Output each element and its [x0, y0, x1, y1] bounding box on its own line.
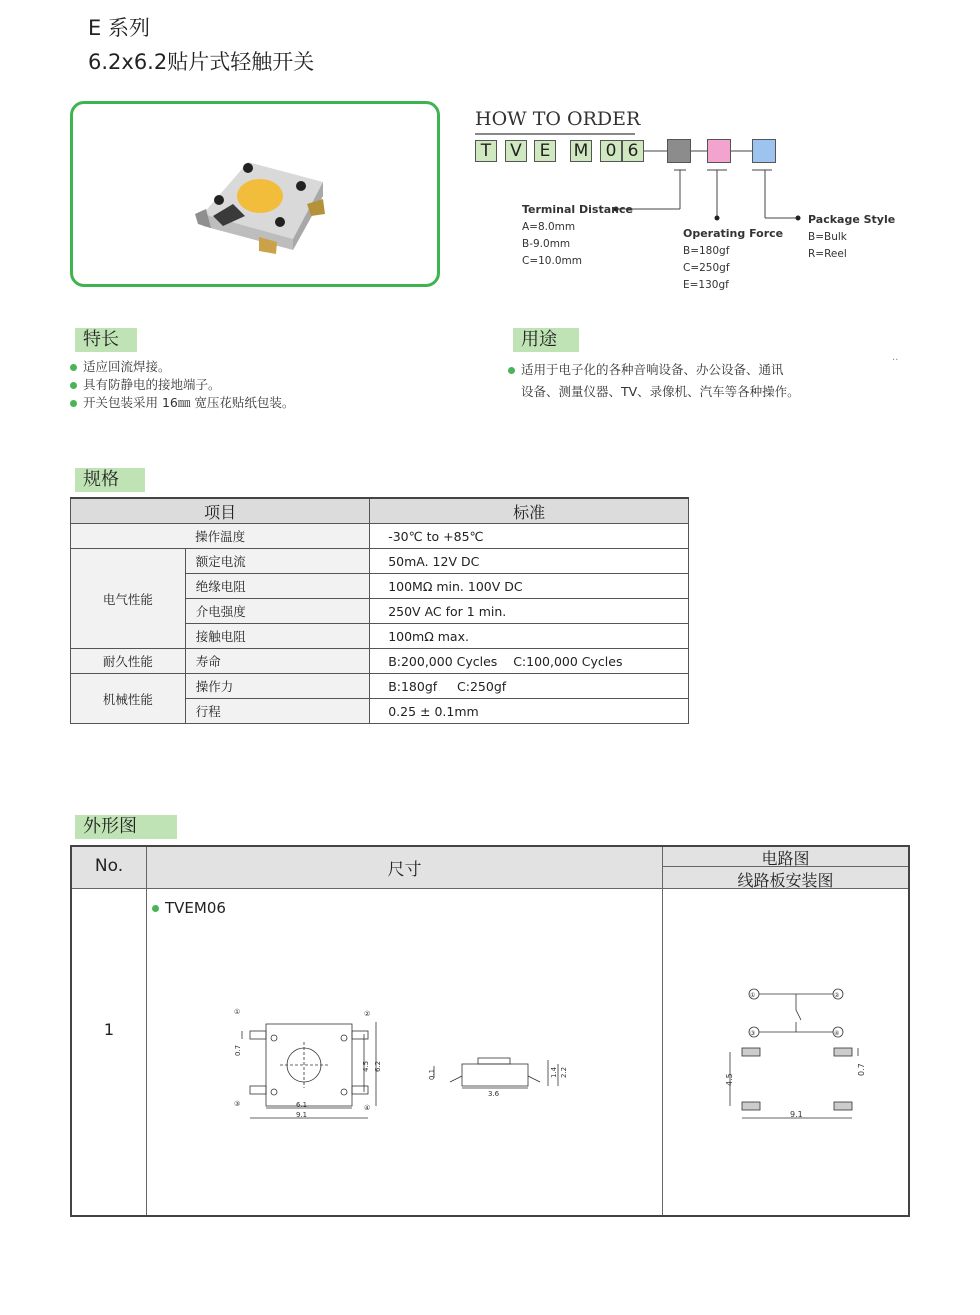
spec-label: 操作温度	[71, 524, 370, 549]
spec-label: 操作力	[185, 674, 370, 699]
dim-label: 2.2	[560, 1066, 568, 1078]
pin-label: ④	[834, 1030, 840, 1037]
spec-value: -30℃ to +85℃	[370, 524, 689, 549]
spec-label: 行程	[185, 699, 370, 724]
force-option: C=250gf	[683, 262, 730, 274]
code-letter: 6	[622, 140, 644, 162]
dim-label: 6.1	[296, 1101, 308, 1109]
package-option: R=Reel	[808, 248, 847, 260]
force-option: B=180gf	[683, 245, 730, 257]
package-option: B=Bulk	[808, 231, 847, 243]
bullet-icon	[70, 400, 77, 407]
circuit-pcb-drawing	[718, 984, 868, 1124]
spec-tag: 规格	[75, 468, 145, 492]
code-letter: E	[534, 140, 556, 162]
dim-label: 0.1	[428, 1068, 436, 1080]
terminal-option: C=10.0mm	[522, 255, 582, 267]
spec-col-item: 项目	[71, 498, 370, 524]
spec-label: 寿命	[185, 649, 370, 674]
bullet-icon	[70, 382, 77, 389]
outline-tag: 外形图	[75, 815, 177, 839]
feature-item: 开关包装采用 16㎜ 宽压花贴纸包装。	[70, 393, 294, 411]
col-pcb-header: 线路板安装图	[737, 871, 834, 890]
series-title: E 系列	[88, 16, 150, 40]
spec-group: 机械性能	[71, 674, 186, 724]
product-title: 6.2x6.2贴片式轻触开关	[88, 50, 315, 74]
spec-table	[70, 497, 689, 724]
dim-label: 6.2	[374, 1060, 382, 1072]
code-letter: M	[570, 140, 592, 162]
bullet-icon	[152, 905, 159, 912]
dim-label: 9.1	[296, 1111, 308, 1119]
spec-value: B:200,000 Cycles C:100,000 Cycles	[370, 649, 689, 674]
col-size-header: 尺寸	[387, 860, 422, 880]
table-row	[71, 524, 689, 549]
divider	[146, 847, 147, 1215]
package-style-label: Package Style	[808, 213, 896, 226]
switch-photo	[73, 104, 437, 284]
pin-label: ④	[364, 1104, 371, 1112]
how-to-order-underline	[475, 133, 635, 135]
dim-label: 4.5	[725, 1073, 734, 1086]
dim-label: 1.4	[550, 1066, 558, 1078]
pin-label: ②	[364, 1010, 371, 1018]
dim-label: 4.5	[362, 1060, 370, 1072]
terminal-option: B-9.0mm	[522, 238, 571, 250]
feature-item: 适应回流焊接。	[70, 357, 171, 375]
code-letter: 0	[600, 140, 622, 162]
spec-value: 0.25 ± 0.1mm	[370, 699, 689, 724]
dim-label: 0.7	[857, 1063, 866, 1076]
spec-value: 250V AC for 1 min.	[370, 599, 689, 624]
col-no-header: No.	[94, 856, 124, 876]
force-option: E=130gf	[683, 279, 729, 291]
divider	[662, 847, 663, 1215]
spec-value: B:180gf C:250gf	[370, 674, 689, 699]
spec-label: 额定电流	[185, 549, 370, 574]
feature-item: 具有防静电的接地端子。	[70, 375, 221, 393]
table-row	[71, 549, 689, 574]
top-view-drawing	[228, 1002, 388, 1127]
bullet-icon	[508, 367, 515, 374]
usage-line: 适用于电子化的各种音响设备、办公设备、通讯	[508, 360, 784, 378]
pin-label: ③	[750, 1030, 756, 1037]
table-row	[71, 649, 689, 674]
dim-label: 3.6	[488, 1090, 500, 1098]
usage-line: 设备、测量仪器、TV、录像机、汽车等各种操作。	[521, 384, 800, 399]
spec-group: 电气性能	[71, 549, 186, 649]
spec-value: 100mΩ max.	[370, 624, 689, 649]
pin-label: ①	[234, 1008, 241, 1016]
bullet-icon	[70, 364, 77, 371]
side-view-drawing	[420, 1052, 580, 1102]
code-letter: T	[475, 140, 497, 162]
usage-mark: ..	[892, 352, 899, 363]
operating-force-label: Operating Force	[683, 227, 784, 240]
spec-label: 绝缘电阻	[185, 574, 370, 599]
spec-value: 50mA. 12V DC	[370, 549, 689, 574]
terminal-distance-label: Terminal Distance	[522, 203, 633, 216]
row-number: 1	[103, 1020, 115, 1039]
how-to-order-title: HOW TO ORDER	[475, 108, 641, 130]
table-row	[71, 674, 689, 699]
code-letter: V	[505, 140, 527, 162]
spec-group: 耐久性能	[71, 649, 186, 674]
product-photo-frame	[70, 101, 440, 287]
spec-label: 介电强度	[185, 599, 370, 624]
model-name: TVEM06	[152, 899, 226, 917]
spec-col-standard: 标准	[370, 498, 689, 524]
spec-value: 100MΩ min. 100V DC	[370, 574, 689, 599]
pin-label: ②	[834, 992, 840, 999]
spec-label: 接触电阻	[185, 624, 370, 649]
usage-tag: 用途	[513, 328, 579, 352]
dim-label: 9.1	[790, 1110, 803, 1119]
col-circuit-header: 电路图	[761, 849, 810, 868]
dim-label: 0.7	[234, 1044, 242, 1056]
pin-label: ③	[234, 1100, 241, 1108]
pin-label: ①	[750, 992, 756, 999]
features-tag: 特长	[75, 328, 137, 352]
terminal-option: A=8.0mm	[522, 221, 576, 233]
